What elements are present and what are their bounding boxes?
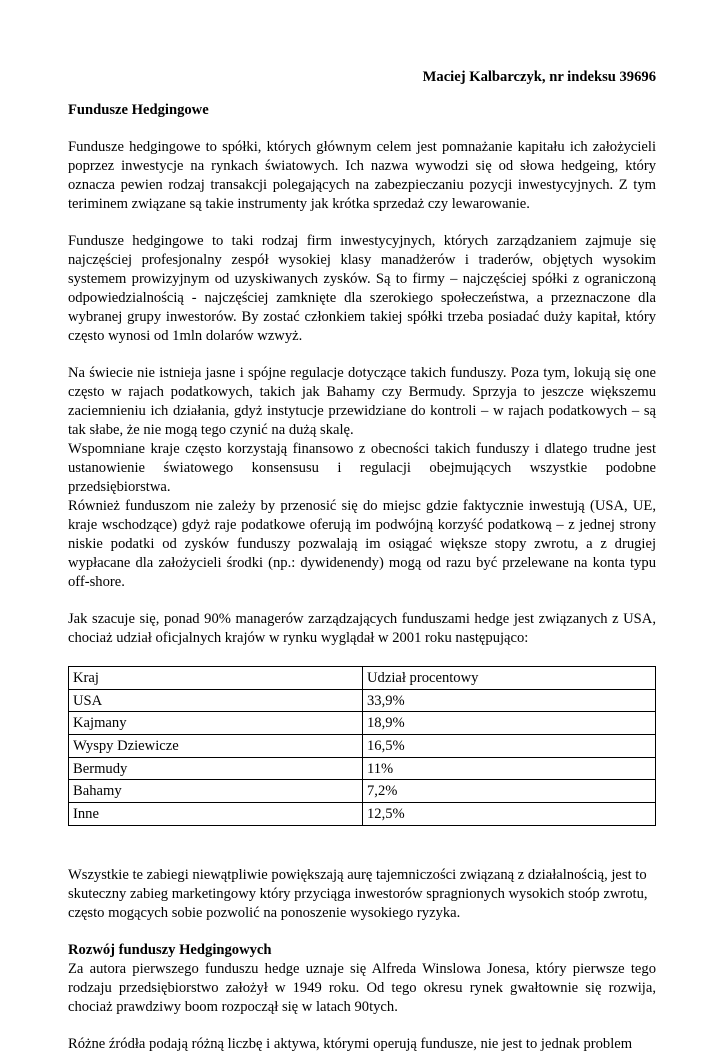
table-row xyxy=(69,780,656,803)
section-2-title: Rozwój funduszy Hedgingowych xyxy=(68,941,272,958)
table-header-cell: Udział procentowy xyxy=(363,667,656,690)
intro-paragraph-1: Fundusze hedgingowe to spółki, których głównym celem jest pomnażanie kapitału ich założycieli poprzez inwestycje na rynkach światowych. Ich nazwa wywodzi się od słowa hedgeing, który oznacza pewien rodzaj transakcji polegających na zabezpieczaniu pozycji inwestycyjnych. Z tym teriminem związane są takie instrumenty jak krótka sprzedaż czy lewarowanie. xyxy=(68,139,656,212)
document-page xyxy=(68,68,656,1054)
regulation-paragraph-3: Również funduszom nie zależy by przenosić się do miejsc gdzie faktycznie inwestują (USA, UE, kraje wschodzące) gdyż raje podatkowe oferują im podwójną korzyść podatkową – z jednej strony niskie podatki od zysków funduszy pozwalają im osiągać większe stopy zwrotu, a z drugiej wypłacane dla założycieli środki (np.: dywidenendy) mogą od razu być przelewane na konta typu off-shore. xyxy=(68,498,656,590)
table-cell-country: Bahamy xyxy=(69,780,363,803)
table-intro-paragraph: Jak szacuje się, ponad 90% managerów zarządzających funduszami hedge jest związanych z USA, chociaż udział oficjalnych krajów w rynku wyglądał w 2001 roku następująco: xyxy=(68,611,656,646)
after-table-paragraph: Wszystkie te zabiegi niewątpliwie powiększają aurę tajemniczości związaną z działalnością, jest to skuteczny zabieg marketingowy który przyciąga inwestorów spragnionych wysokich stoóp zwrotu, często mogących sobie pozwolić na ponoszenie wysokiego ryzyka. xyxy=(68,866,648,921)
table-row xyxy=(69,712,656,735)
table-cell-country: Inne xyxy=(69,803,363,826)
regulation-paragraph-1: Na świecie nie istnieja jasne i spójne regulacje dotyczące takich funduszy. Poza tym, lokują się one często w rajach podatkowych, takich jak Bahamy czy Bermudy. Sprzyja to jeszcze większemu zaciemnieniu ich działania, gdyż instytucje przewidziane do kontroli – w rajach podatkowych – są tak słabe, że nie mogą tego czynić na dużą skalę. xyxy=(68,365,656,438)
author-line: Maciej Kalbarczyk, nr indeksu 39696 xyxy=(422,69,656,85)
section-2-paragraph: Za autora pierwszego funduszu hedge uznaje się Alfreda Winslowa Jonesa, który pierwsze tego rodzaju przedsiębiorstwo założył w 1949 roku. Od tego okresu rynek gwałtownie się rozwija, chociaż prawdziwy boom rozpoczął się w latach 90tych. xyxy=(68,960,656,1015)
last-line-paragraph: Różne źródła podają różną liczbę i aktywa, którymi operują fundusze, nie jest to jednak problem xyxy=(68,1035,633,1052)
table-row xyxy=(69,757,656,780)
table-cell-country: Bermudy xyxy=(69,757,363,780)
table-cell-share: 16,5% xyxy=(363,735,656,758)
table-row xyxy=(69,803,656,826)
table-header-row xyxy=(69,667,656,690)
table-cell-share: 12,5% xyxy=(363,803,656,826)
table-cell-share: 33,9% xyxy=(363,689,656,712)
table-header-cell: Kraj xyxy=(69,667,363,690)
document-title: Fundusze Hedgingowe xyxy=(68,102,209,118)
intro-paragraph-2: Fundusze hedgingowe to taki rodzaj firm inwestycyjnych, których zarządzaniem zajmuje się najczęściej profesjonalny zespół wysokiej klasy manadżerów i traderów, objętych wysokim systemem prowizyjnym od uzyskiwanych zysków. Są to firmy – najczęściej spółki z ograniczoną odpowiedzialnością - najczęściej zamknięte dla szerokiego społeczeństwa, a przeznaczone dla wybranej grupy inwestorów. By zostać członkiem takiej spółki trzeba posiadać duży kapitał, który często wynosi od 1mln dolarów wzwyż. xyxy=(68,233,656,344)
table-cell-country: USA xyxy=(69,689,363,712)
table-cell-share: 7,2% xyxy=(363,780,656,803)
regulation-paragraph-2: Wspomniane kraje często korzystają finansowo z obecności takich funduszy i dlatego trudne jest ustanowienie światowego konsensusu i regulacji obejmujących wszystkie podobne przedsiębiorstwa. xyxy=(68,441,656,495)
table-cell-share: 18,9% xyxy=(363,712,656,735)
table-row xyxy=(69,689,656,712)
table-cell-share: 11% xyxy=(363,757,656,780)
table-row xyxy=(69,735,656,758)
market-share-table xyxy=(68,666,656,826)
table-cell-country: Kajmany xyxy=(69,712,363,735)
table-cell-country: Wyspy Dziewicze xyxy=(69,735,363,758)
